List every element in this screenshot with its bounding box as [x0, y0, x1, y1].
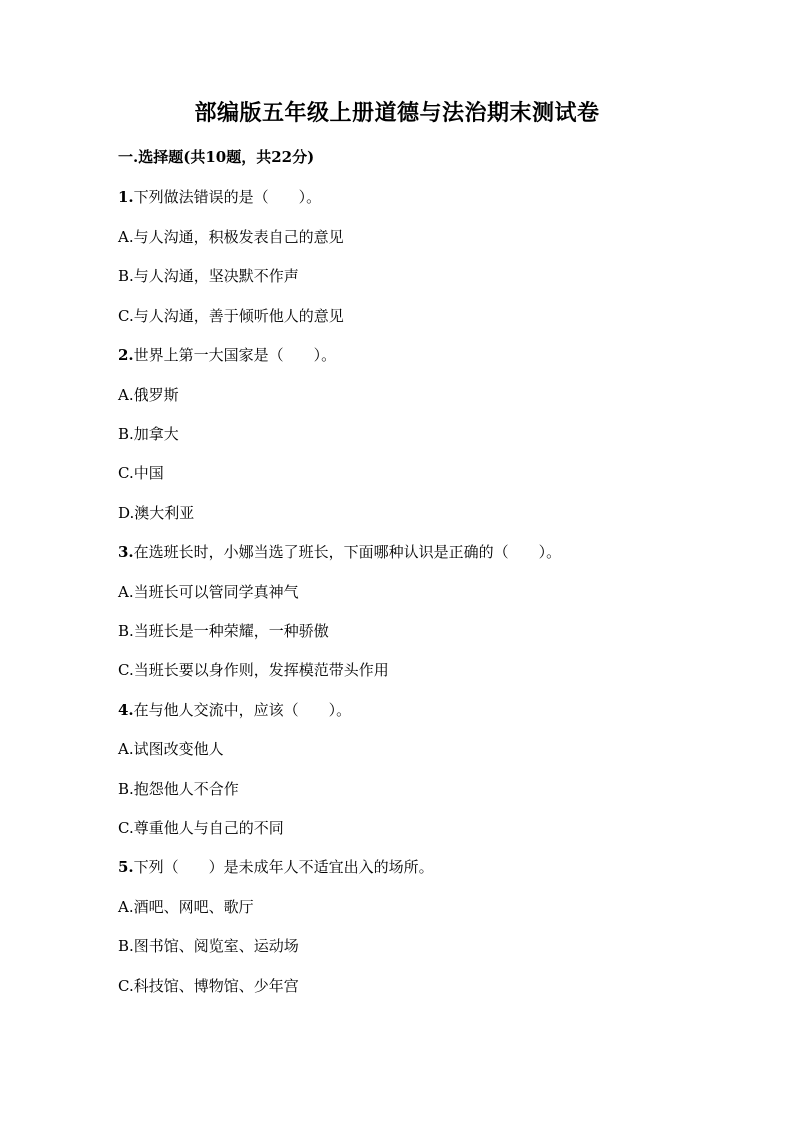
option-5a: A.酒吧、网吧、歌厅: [118, 898, 254, 916]
option-2b: B.加拿大: [118, 425, 179, 443]
option-3c: C.当班长要以身作则，发挥模范带头作用: [118, 661, 389, 679]
option-5b: B.图书馆、阅览室、运动场: [118, 937, 299, 955]
option-3a: A.当班长可以管同学真神气: [118, 583, 299, 601]
option-5c: C.科技馆、博物馆、少年宫: [118, 977, 299, 995]
exam-title: 部编版五年级上册道德与法治期末测试卷: [194, 100, 600, 126]
question-2: [118, 344, 336, 365]
question-1: [118, 186, 321, 207]
option-4b: B.抱怨他人不合作: [118, 780, 239, 798]
question-text: 世界上第一大国家是（ ）。: [133, 346, 337, 364]
option-4a: A.试图改变他人: [118, 740, 224, 758]
question-number: 2.: [118, 346, 134, 364]
option-3b: B.当班长是一种荣耀，一种骄傲: [118, 622, 329, 640]
question-text: 在与他人交流中，应该（ ）。: [133, 701, 352, 719]
section-heading: 一.选择题(共10题，共22分): [118, 148, 315, 166]
option-1c: C.与人沟通，善于倾听他人的意见: [118, 307, 344, 325]
option-2a: A.俄罗斯: [118, 386, 179, 404]
option-1b: B.与人沟通，坚决默不作声: [118, 267, 299, 285]
question-text: 下列（ ）是未成年人不适宜出入的场所。: [133, 858, 434, 876]
question-number: 3.: [118, 543, 134, 561]
option-2d: D.澳大利亚: [118, 504, 195, 522]
option-2c: C.中国: [118, 464, 164, 482]
question-3: [118, 541, 561, 562]
option-4c: C.尊重他人与自己的不同: [118, 819, 284, 837]
question-number: 4.: [118, 701, 134, 719]
option-1a: A.与人沟通，积极发表自己的意见: [118, 228, 344, 246]
question-text: 在选班长时，小娜当选了班长，下面哪种认识是正确的（ ）。: [133, 543, 562, 561]
question-text: 下列做法错误的是（ ）。: [133, 188, 322, 206]
question-number: 1.: [118, 188, 134, 206]
question-5: [118, 856, 434, 877]
question-4: [118, 699, 351, 720]
question-number: 5.: [118, 858, 134, 876]
